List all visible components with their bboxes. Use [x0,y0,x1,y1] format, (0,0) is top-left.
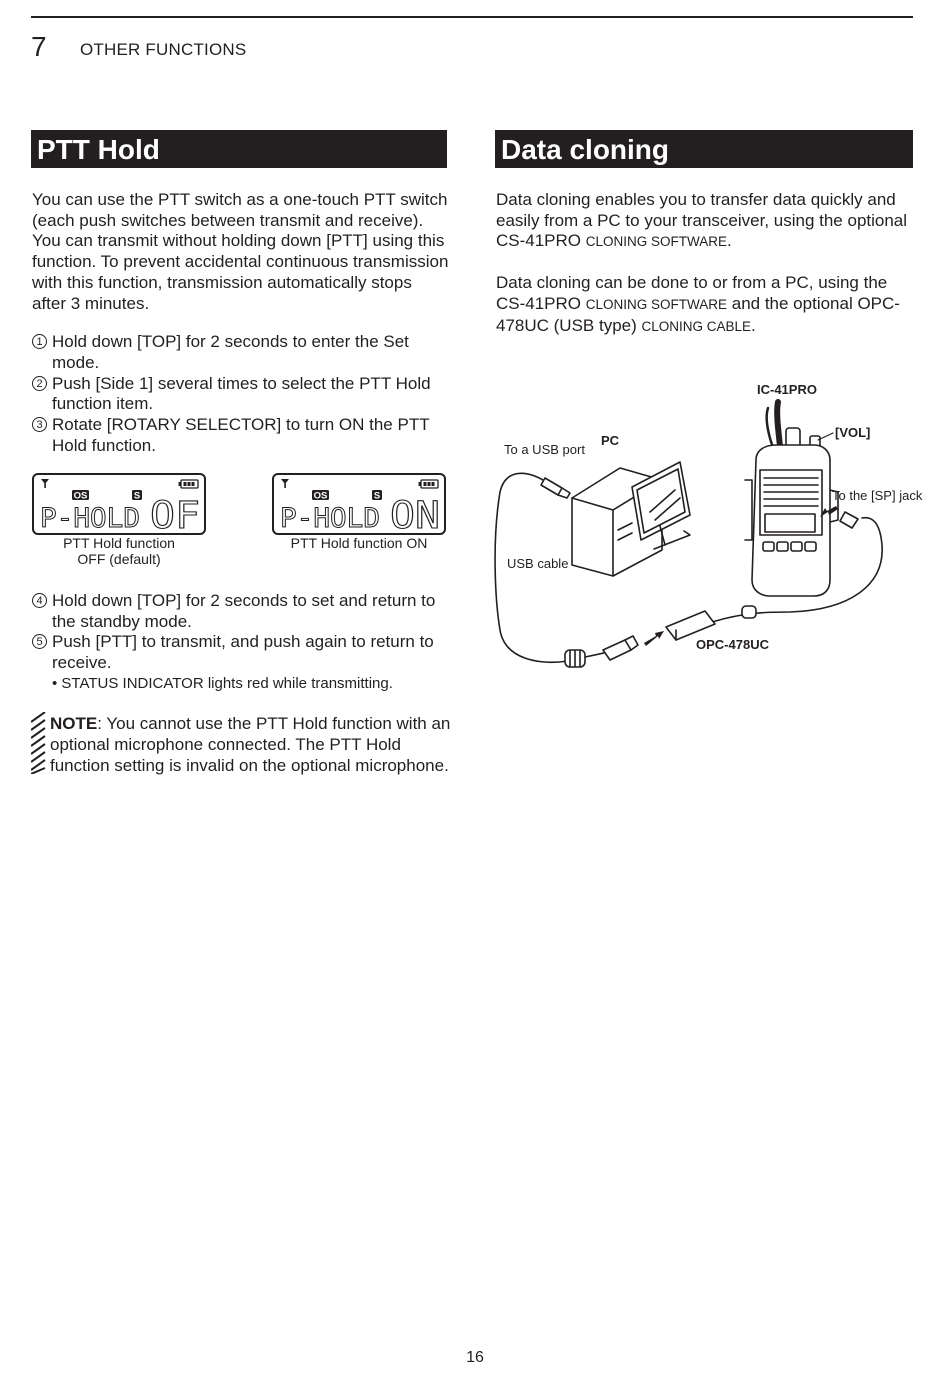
note-text: : You cannot use the PTT Hold function with an optional microphone connected. The PTT Hold function setting is invalid on the optional microphone. [50,714,451,775]
lcd-display-on [272,473,446,535]
os-icon: OS [313,490,328,502]
usb-cable-label: USB cable [507,556,569,571]
opc-cable-label: OPC-478UC [696,637,769,652]
page-number: 16 [466,1349,484,1366]
step-3 [32,415,450,456]
battery-icon [179,480,199,488]
s-icon: S [373,490,381,502]
lcd-main-text: P-HOLD [40,503,140,533]
note [50,713,452,776]
data-cloning-body [496,190,916,337]
status-indicator-bullet: • STATUS INDICATOR lights red while transmitting. [52,674,393,692]
pc-label: PC [601,433,620,448]
lcd-caption-off [32,535,206,567]
antenna-icon [281,479,289,488]
step-number: 2 [32,376,47,391]
usb-plug-cable [603,636,638,660]
lcd-value-text: ON [390,494,440,533]
lcd-segments [34,475,204,533]
step-text: Push [PTT] to transmit, and push again to return to receive. [52,632,434,673]
ferrite-core-2 [742,606,756,618]
s-icon: S [133,490,141,502]
step-number: 1 [32,334,47,349]
ptt-hold-steps-continued [32,591,450,694]
vol-label: [VOL] [835,425,871,440]
lcd-value-text: OF [150,494,200,533]
step-1 [32,332,450,373]
note-hatch-icon [31,712,47,774]
pc-tower [572,375,662,576]
step-5 [32,632,450,673]
step-text: Hold down [TOP] for 2 seconds to set and return to the standby mode. [52,591,436,631]
caption-line: PTT Hold function ON [290,535,428,551]
lcd-main-text: P-HOLD [280,503,380,533]
ferrite-core [565,650,585,667]
battery-icon [419,480,439,488]
radio-label: IC-41PRO [757,382,817,397]
step-2 [32,374,450,415]
step-text: Rotate [ROTARY SELECTOR] to turn ON the PTT Hold function. [52,415,430,455]
sp-jack-label: To the [SP] jack [832,488,923,503]
data-cloning-heading: Data cloning [495,130,913,168]
data-cloning-para-2: Data cloning can be done to or from a PC, using the CS-41PRO CLONING SOFTWARE and the optional OPC-478UC (USB type) CLONING CABLE. [496,273,900,335]
step-text: Push [Side 1] several times to select the PTT Hold function item. [52,373,431,414]
header-rule [31,16,913,18]
chapter-title: OTHER FUNCTIONS [80,40,247,59]
chapter-number: 7 [31,31,47,62]
arrow-plug-in [644,631,664,646]
usb-port-label: To a USB port [504,442,585,457]
opc-478uc-body [666,611,715,640]
note-label: NOTE [50,714,98,733]
ptt-hold-body [32,190,450,456]
os-icon: OS [73,490,88,502]
step-number: 4 [32,593,47,608]
ptt-hold-intro: You can use the PTT switch as a one-touch PTT switch (each push switches between transmit and receive). You can transmit without holding down [PTT] using this function. To prevent accidental continuous transmission with this function, transmission automatically stops after 3 minutes. [32,190,449,313]
data-cloning-para-1: Data cloning enables you to transfer data quickly and easily from a PC to your transceiver, using the optional CS-41PRO CLONING SOFTWARE. [496,190,908,251]
caption-line: PTT Hold function [63,535,175,551]
lcd-segments [274,475,444,533]
step-number: 5 [32,634,47,649]
step-text: Hold down [TOP] for 2 seconds to enter the Set mode. [52,332,409,372]
antenna-icon [41,479,49,488]
ptt-hold-heading: PTT Hold [31,130,447,168]
step-4 [32,591,450,632]
lcd-caption-on [272,535,446,551]
step-number: 3 [32,417,47,432]
caption-line: OFF (default) [77,551,161,567]
usb-plug-pc [541,478,570,498]
lcd-display-off [32,473,206,535]
